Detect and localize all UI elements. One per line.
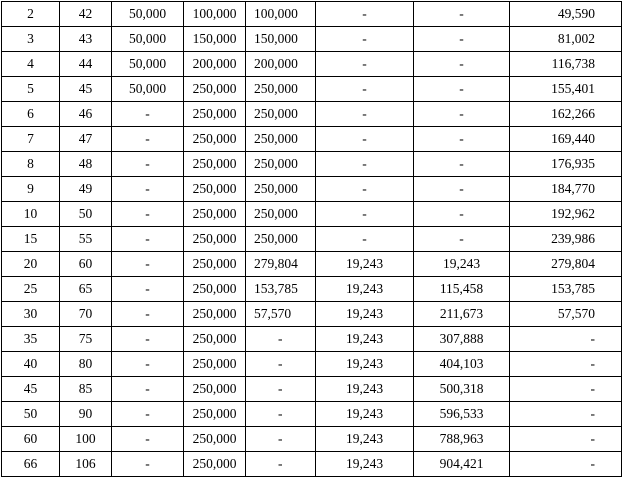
cell-contribution: -	[112, 152, 184, 177]
cell-value: -	[510, 377, 622, 402]
cell-contribution: -	[112, 227, 184, 252]
cell-contribution: 50,000	[112, 2, 184, 27]
cell-value: 192,962	[510, 202, 622, 227]
cell-age: 55	[60, 227, 112, 252]
cell-cumulative-contribution: 250,000	[184, 227, 246, 252]
table-row	[2, 2, 622, 27]
cell-value: -	[510, 427, 622, 452]
cell-cumulative-contribution: 250,000	[184, 152, 246, 177]
cell-age: 45	[60, 77, 112, 102]
table-row	[2, 152, 622, 177]
cell-balance: 250,000	[246, 77, 316, 102]
cell-value: -	[510, 402, 622, 427]
table-row	[2, 452, 622, 477]
cell-contribution: -	[112, 277, 184, 302]
cell-value: 155,401	[510, 77, 622, 102]
cell-cumulative-contribution: 250,000	[184, 302, 246, 327]
cell-age: 60	[60, 252, 112, 277]
cell-balance: 250,000	[246, 227, 316, 252]
cell-annual-payout: -	[316, 77, 414, 102]
table-row	[2, 77, 622, 102]
table-row	[2, 352, 622, 377]
table-row	[2, 27, 622, 52]
cell-annual-payout: 19,243	[316, 352, 414, 377]
table-row	[2, 202, 622, 227]
cell-balance: -	[246, 452, 316, 477]
cell-age: 43	[60, 27, 112, 52]
cell-cumulative-payout: -	[414, 27, 510, 52]
cell-year: 4	[2, 52, 60, 77]
cell-contribution: -	[112, 302, 184, 327]
cell-balance: 250,000	[246, 177, 316, 202]
cell-cumulative-payout: -	[414, 227, 510, 252]
cell-value: -	[510, 327, 622, 352]
cell-cumulative-payout: 115,458	[414, 277, 510, 302]
table-row	[2, 252, 622, 277]
cell-cumulative-contribution: 250,000	[184, 77, 246, 102]
cell-year: 3	[2, 27, 60, 52]
cell-annual-payout: -	[316, 177, 414, 202]
cell-annual-payout: -	[316, 152, 414, 177]
cell-balance: -	[246, 402, 316, 427]
cell-cumulative-payout: -	[414, 77, 510, 102]
cell-cumulative-contribution: 150,000	[184, 27, 246, 52]
cell-age: 50	[60, 202, 112, 227]
table-body	[2, 2, 622, 477]
cell-cumulative-payout: 211,673	[414, 302, 510, 327]
cell-cumulative-payout: -	[414, 52, 510, 77]
cell-annual-payout: 19,243	[316, 302, 414, 327]
cell-annual-payout: 19,243	[316, 377, 414, 402]
cell-age: 44	[60, 52, 112, 77]
cell-age: 80	[60, 352, 112, 377]
table-row	[2, 377, 622, 402]
cell-age: 106	[60, 452, 112, 477]
cell-value: -	[510, 452, 622, 477]
table-row	[2, 227, 622, 252]
cell-annual-payout: -	[316, 227, 414, 252]
cell-cumulative-payout: 404,103	[414, 352, 510, 377]
cell-balance: 250,000	[246, 127, 316, 152]
cell-contribution: -	[112, 402, 184, 427]
cell-cumulative-payout: -	[414, 127, 510, 152]
cell-year: 60	[2, 427, 60, 452]
cell-cumulative-contribution: 200,000	[184, 52, 246, 77]
table-row	[2, 302, 622, 327]
cell-cumulative-contribution: 250,000	[184, 277, 246, 302]
cell-value: 116,738	[510, 52, 622, 77]
cell-year: 45	[2, 377, 60, 402]
table-row	[2, 327, 622, 352]
cell-age: 90	[60, 402, 112, 427]
cell-contribution: -	[112, 427, 184, 452]
cell-cumulative-payout: 904,421	[414, 452, 510, 477]
cell-cumulative-contribution: 250,000	[184, 102, 246, 127]
cell-contribution: -	[112, 327, 184, 352]
cell-annual-payout: 19,243	[316, 402, 414, 427]
cell-cumulative-contribution: 250,000	[184, 252, 246, 277]
cell-age: 70	[60, 302, 112, 327]
cell-value: 169,440	[510, 127, 622, 152]
cell-balance: -	[246, 352, 316, 377]
cell-value: 239,986	[510, 227, 622, 252]
cell-year: 6	[2, 102, 60, 127]
cell-contribution: -	[112, 252, 184, 277]
cell-contribution: -	[112, 377, 184, 402]
cell-annual-payout: -	[316, 102, 414, 127]
cell-annual-payout: 19,243	[316, 427, 414, 452]
cell-balance: -	[246, 377, 316, 402]
cell-cumulative-contribution: 250,000	[184, 452, 246, 477]
cell-contribution: 50,000	[112, 27, 184, 52]
cell-balance: 250,000	[246, 152, 316, 177]
cell-cumulative-payout: 19,243	[414, 252, 510, 277]
table-row	[2, 277, 622, 302]
cell-balance: 250,000	[246, 102, 316, 127]
cell-balance: 250,000	[246, 202, 316, 227]
cell-annual-payout: -	[316, 127, 414, 152]
cell-year: 30	[2, 302, 60, 327]
cell-annual-payout: -	[316, 202, 414, 227]
cell-annual-payout: -	[316, 2, 414, 27]
cell-cumulative-contribution: 250,000	[184, 402, 246, 427]
cell-cumulative-contribution: 250,000	[184, 127, 246, 152]
cell-cumulative-contribution: 250,000	[184, 352, 246, 377]
cell-year: 2	[2, 2, 60, 27]
data-table	[1, 1, 622, 477]
cell-age: 48	[60, 152, 112, 177]
cell-cumulative-payout: 500,318	[414, 377, 510, 402]
cell-cumulative-contribution: 250,000	[184, 377, 246, 402]
cell-contribution: -	[112, 352, 184, 377]
cell-cumulative-payout: -	[414, 152, 510, 177]
cell-cumulative-payout: 788,963	[414, 427, 510, 452]
cell-value: 162,266	[510, 102, 622, 127]
cell-contribution: -	[112, 102, 184, 127]
cell-contribution: 50,000	[112, 52, 184, 77]
cell-age: 65	[60, 277, 112, 302]
cell-value: 176,935	[510, 152, 622, 177]
cell-year: 15	[2, 227, 60, 252]
cell-year: 25	[2, 277, 60, 302]
table-row	[2, 177, 622, 202]
cell-value: -	[510, 352, 622, 377]
cell-value: 57,570	[510, 302, 622, 327]
cell-age: 100	[60, 427, 112, 452]
table-row	[2, 102, 622, 127]
cell-annual-payout: 19,243	[316, 452, 414, 477]
cell-year: 9	[2, 177, 60, 202]
cell-year: 40	[2, 352, 60, 377]
cell-age: 85	[60, 377, 112, 402]
cell-annual-payout: -	[316, 27, 414, 52]
cell-age: 47	[60, 127, 112, 152]
cell-cumulative-payout: 307,888	[414, 327, 510, 352]
cell-annual-payout: -	[316, 52, 414, 77]
cell-cumulative-payout: 596,533	[414, 402, 510, 427]
cell-year: 50	[2, 402, 60, 427]
table-row	[2, 52, 622, 77]
cell-balance: 100,000	[246, 2, 316, 27]
cell-year: 10	[2, 202, 60, 227]
cell-cumulative-contribution: 100,000	[184, 2, 246, 27]
cell-year: 7	[2, 127, 60, 152]
cell-value: 81,002	[510, 27, 622, 52]
cell-age: 49	[60, 177, 112, 202]
cell-cumulative-payout: -	[414, 177, 510, 202]
cell-cumulative-contribution: 250,000	[184, 177, 246, 202]
cell-cumulative-contribution: 250,000	[184, 427, 246, 452]
cell-balance: -	[246, 427, 316, 452]
cell-year: 8	[2, 152, 60, 177]
cell-cumulative-payout: -	[414, 102, 510, 127]
cell-contribution: 50,000	[112, 77, 184, 102]
cell-contribution: -	[112, 127, 184, 152]
cell-balance: 153,785	[246, 277, 316, 302]
cell-year: 66	[2, 452, 60, 477]
cell-age: 42	[60, 2, 112, 27]
cell-contribution: -	[112, 202, 184, 227]
cell-value: 279,804	[510, 252, 622, 277]
table-row	[2, 127, 622, 152]
cell-balance: 57,570	[246, 302, 316, 327]
cell-contribution: -	[112, 177, 184, 202]
cell-cumulative-payout: -	[414, 202, 510, 227]
cell-value: 184,770	[510, 177, 622, 202]
cell-cumulative-contribution: 250,000	[184, 327, 246, 352]
cell-value: 49,590	[510, 2, 622, 27]
cell-annual-payout: 19,243	[316, 252, 414, 277]
cell-year: 20	[2, 252, 60, 277]
cell-age: 75	[60, 327, 112, 352]
cell-age: 46	[60, 102, 112, 127]
cell-balance: -	[246, 327, 316, 352]
cell-year: 5	[2, 77, 60, 102]
cell-balance: 150,000	[246, 27, 316, 52]
cell-year: 35	[2, 327, 60, 352]
cell-contribution: -	[112, 452, 184, 477]
cell-annual-payout: 19,243	[316, 277, 414, 302]
cell-cumulative-contribution: 250,000	[184, 202, 246, 227]
cell-balance: 200,000	[246, 52, 316, 77]
table-row	[2, 427, 622, 452]
cell-value: 153,785	[510, 277, 622, 302]
cell-balance: 279,804	[246, 252, 316, 277]
table-row	[2, 402, 622, 427]
cell-cumulative-payout: -	[414, 2, 510, 27]
cell-annual-payout: 19,243	[316, 327, 414, 352]
